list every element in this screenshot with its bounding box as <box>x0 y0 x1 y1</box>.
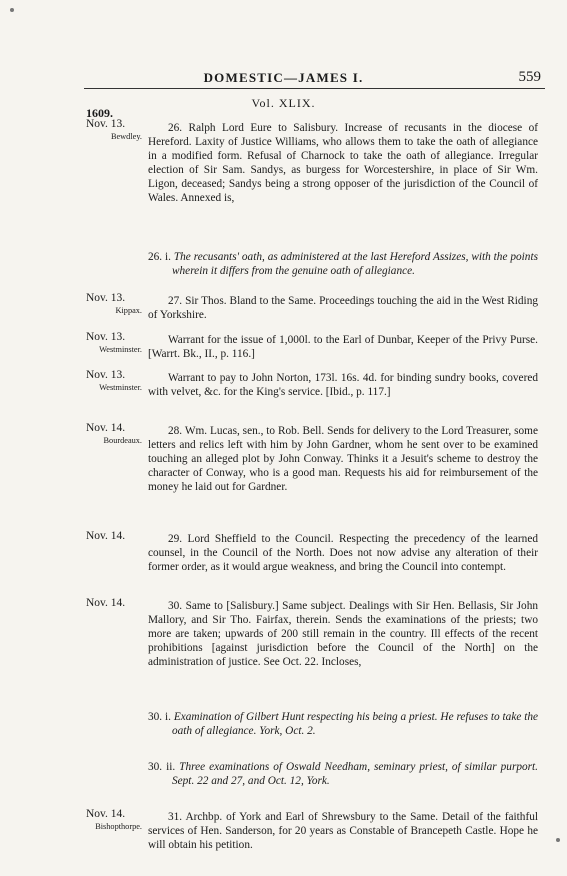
entry-text: 28. Wm. Lucas, sen., to Rob. Bell. Sends for delivery to the Lord Treasurer, some letters and relics left with him by John Gardner, whom he sent over to be examined touching an alleged plot by John Conway. Thinks it a Jesuit's scheme to destroy the character of Conway, who is a good man. Requests his aid for reimbursement of the money he laid out for Gardner. <box>148 425 538 494</box>
entry-text: Warrant for the issue of 1,000l. to the Earl of Dunbar, Keeper of the Privy Purse. [Warrt. Bk., II., p. 116.] <box>148 334 538 361</box>
entry-text: 27. Sir Thos. Bland to the Same. Proceedings touching the aid in the West Riding of Yorkshire. <box>148 295 538 322</box>
speck <box>556 838 560 842</box>
speck <box>10 8 14 12</box>
entry-date: Nov. 14. <box>86 597 126 609</box>
enclosure-text: The recusants' oath, as administered at the last Hereford Assizes, with the points wherein it differs from the genuine oath of allegiance. <box>172 251 538 278</box>
entry-date: Nov. 14. <box>86 530 126 542</box>
entry-place: Westminster. <box>99 345 142 354</box>
entry-margin <box>86 597 144 610</box>
entry-text: 30. Same to [Salisbury.] Same subject. Dealings with Sir Hen. Bellasis, Sir John Mallory, and Sir Tho. Fairfax, therein. Sends the examinations of the priests; two more are taken; upwards of 200 still remain in the country. Ill effects of the recent prohibitions [against jurisdiction before the Council of the North] on the administration of justice. See Oct. 22. Incloses, <box>148 600 538 669</box>
enclosure-entry <box>148 760 538 788</box>
entry-margin <box>86 292 144 316</box>
entry-text: Warrant to pay to John Norton, 173l. 16s. 4d. for binding sundry books, covered with velvet, &c. for the King's service. [Ibid., p. 117.] <box>148 372 538 399</box>
entry-margin <box>86 808 144 832</box>
entry-place: Westminster. <box>99 383 142 392</box>
entry-date: Nov. 13. <box>86 369 126 381</box>
entry-date: Nov. 13. <box>86 118 126 130</box>
entry-date: Nov. 14. <box>86 422 126 434</box>
header-rule <box>84 88 545 89</box>
entry-date: Nov. 14. <box>86 808 126 820</box>
entry-date: Nov. 13. <box>86 292 126 304</box>
entry-date: Nov. 13. <box>86 331 126 343</box>
entry-place: Kippax. <box>115 306 142 315</box>
enclosure-text: Three examinations of Oswald Needham, seminary priest, of similar purport. Sept. 22 and 27, and Oct. 12, York. <box>172 761 538 788</box>
enclosure-text: Examination of Gilbert Hunt respecting his being a priest. He refuses to take the oath of allegiance. York, Oct. 2. <box>172 711 539 738</box>
entry-margin <box>86 369 144 393</box>
page-number: 559 <box>518 69 541 85</box>
entry-margin <box>86 530 144 543</box>
running-header <box>0 70 567 90</box>
enclosure-number: 26. i. <box>148 251 174 263</box>
entry-place: Bourdeaux. <box>103 436 142 445</box>
enclosure-number: 30. ii. <box>148 761 180 773</box>
entry-place: Bishopthorpe. <box>95 822 142 831</box>
enclosure-entry <box>148 250 538 278</box>
year-label: 1609. <box>86 106 113 120</box>
entry-text: 26. Ralph Lord Eure to Salisbury. Increase of recusants in the diocese of Hereford. Laxity of Justice Williams, who allows them to take the oath of allegiance in a modified form. Refusal of Charnock to take the oath of allegiance. Irregular election of Sir Sam. Sandys, as burgess for Worcestershire, in place of Sir Wm. Ligon, deceased; Sandys being a strong opposer of the jurisdiction of the Council of Wales. Annexed is, <box>148 122 538 205</box>
enclosure-number: 30. i. <box>148 711 174 723</box>
entry-text: 31. Archbp. of York and Earl of Shrewsbury to the Same. Detail of the faithful services of Hen. Sanderson, for 20 years as Constable of Brancepeth Castle. Hope he will obtain his petition. <box>148 811 538 852</box>
entry-text: 29. Lord Sheffield to the Council. Respecting the precedency of the learned counsel, in the Council of the North. Does not now advise any alteration of their former order, as it would argue weakness, and bring the Council into contempt. <box>148 533 538 574</box>
page-title: DOMESTIC—JAMES I. <box>203 70 364 85</box>
entry-margin <box>86 331 144 355</box>
volume-label: Vol. XLIX. <box>251 96 316 110</box>
entry-place: Bewdley. <box>110 132 142 141</box>
entry-margin <box>86 118 144 142</box>
entry-margin <box>86 422 144 446</box>
enclosure-entry <box>148 710 538 738</box>
